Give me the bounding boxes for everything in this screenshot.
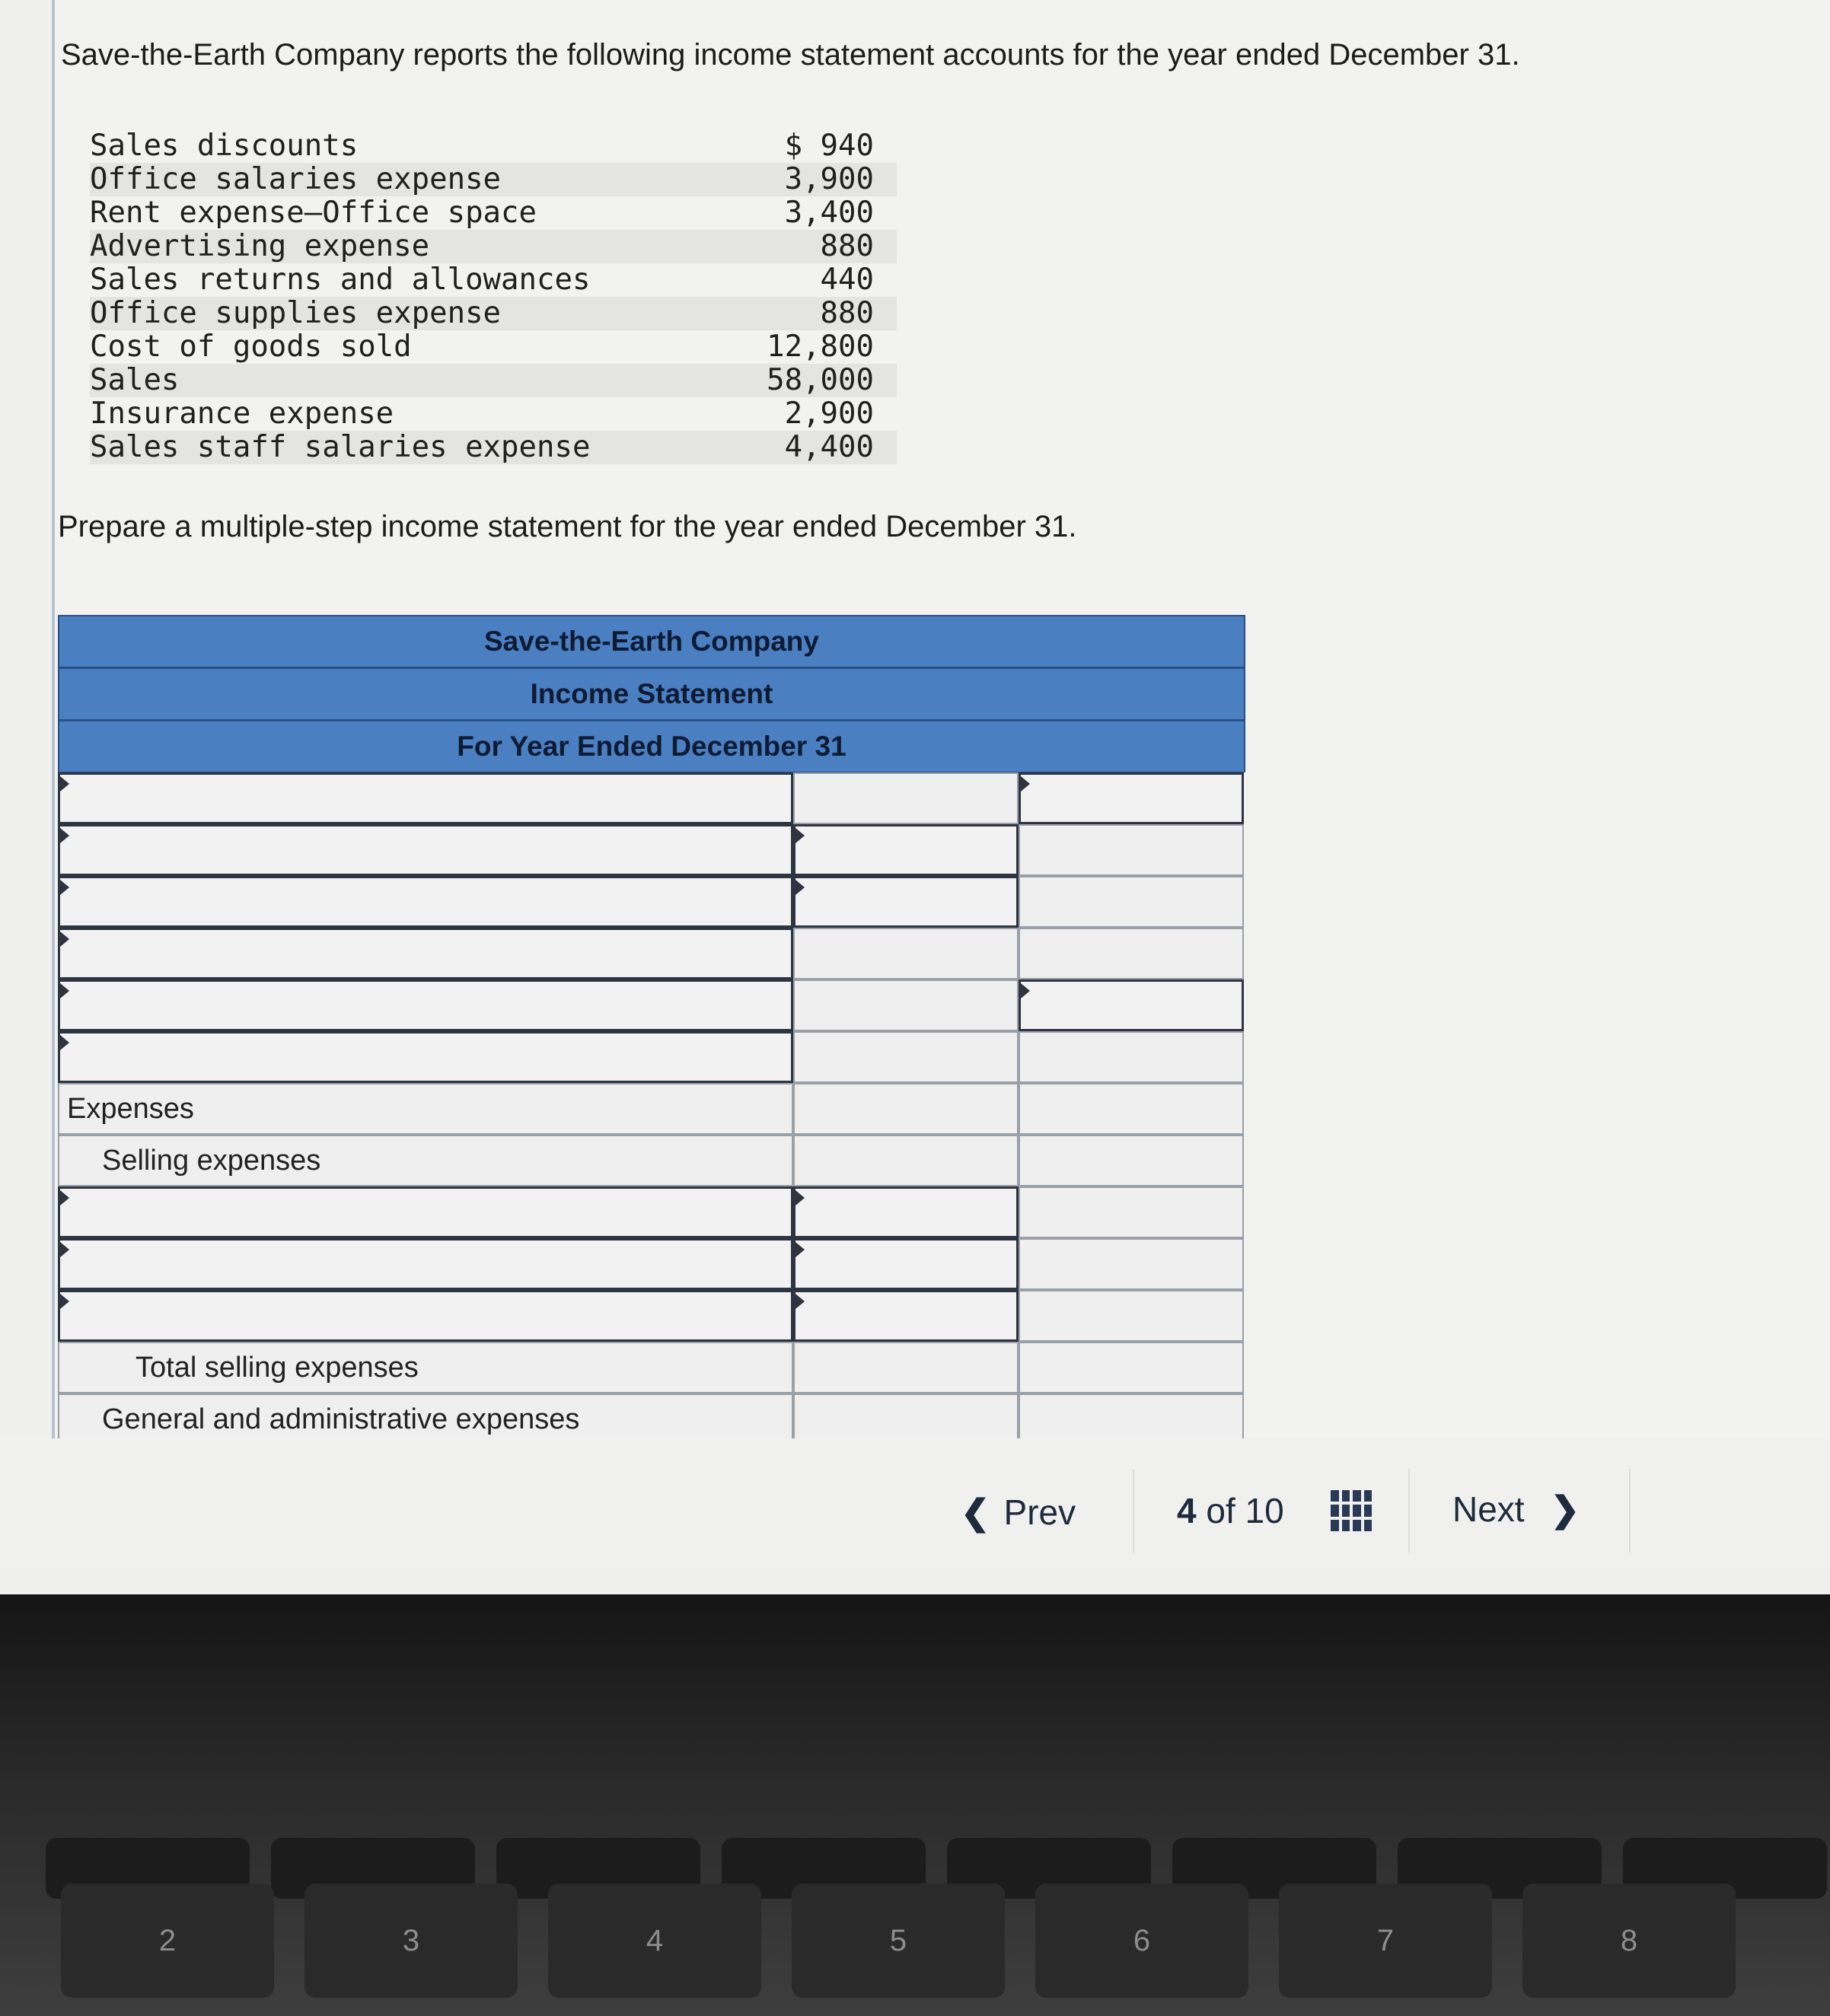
amount-cell [1019,1186,1244,1238]
table-row [58,1290,1245,1342]
table-row [58,876,1245,928]
account-value: 3,400 [784,196,874,230]
table-row [58,772,1245,824]
account-dropdown[interactable] [58,1031,793,1083]
amount-cell [793,1031,1019,1083]
account-value: 2,900 [784,397,874,431]
amount-input[interactable] [793,876,1019,928]
table-row [58,928,1245,979]
table-row [58,1342,1245,1393]
amount-cell [1019,1083,1244,1135]
number-key: 8 [1522,1884,1736,1998]
statement-company-header: Save-the-Earth Company [58,615,1245,667]
accounts-table [90,129,897,464]
question-total: of 10 [1206,1491,1284,1530]
selling-expenses-label: Selling expenses [58,1135,793,1186]
question-grid-icon[interactable] [1331,1490,1372,1531]
current-question-number: 4 [1177,1491,1197,1530]
next-label: Next [1452,1489,1525,1529]
account-name: Sales [90,363,180,397]
amount-input[interactable] [793,1238,1019,1290]
number-key: 2 [61,1884,274,1998]
number-key: 5 [792,1884,1005,1998]
amount-cell [793,1083,1019,1135]
amount-cell [1019,1031,1244,1083]
account-row [90,196,897,230]
amount-cell [1019,824,1244,876]
chevron-left-icon: ❮ [961,1492,990,1532]
number-key-row [61,1884,1736,1998]
nav-divider [1408,1469,1410,1553]
account-dropdown[interactable] [58,1186,793,1238]
account-name: Rent expense—Office space [90,196,537,230]
account-name: Sales returns and allowances [90,263,591,297]
account-value: $ 940 [784,129,874,163]
amount-cell [1019,1393,1244,1445]
amount-cell [1019,1342,1244,1393]
account-dropdown[interactable] [58,979,793,1031]
amount-cell [1019,876,1244,928]
account-dropdown[interactable] [58,824,793,876]
account-name: Insurance expense [90,397,394,431]
amount-input[interactable] [793,1290,1019,1342]
total-selling-expenses-label: Total selling expenses [58,1342,793,1393]
number-key: 4 [548,1884,761,1998]
account-value: 880 [820,229,874,263]
account-row [90,431,897,464]
question-counter [1177,1490,1284,1531]
amount-cell [1019,1290,1244,1342]
amount-cell [793,1135,1019,1186]
amount-cell [793,928,1019,979]
amount-input[interactable] [793,824,1019,876]
account-row [90,263,897,297]
account-row [90,364,897,397]
account-name: Office supplies expense [90,296,502,330]
amount-input[interactable] [1019,772,1244,824]
question-prompt: Prepare a multiple-step income statement for the year ended December 31. [58,510,1077,543]
account-value: 440 [820,263,874,297]
nav-divider [1629,1469,1631,1553]
account-row [90,230,897,263]
amount-cell [1019,928,1244,979]
account-value: 58,000 [767,363,874,397]
account-dropdown[interactable] [58,876,793,928]
account-dropdown[interactable] [58,1238,793,1290]
account-value: 4,400 [784,430,874,464]
account-row [90,397,897,431]
account-value: 12,800 [767,330,874,364]
amount-input[interactable] [1019,979,1244,1031]
amount-cell [1019,1238,1244,1290]
table-row [58,1135,1245,1186]
account-value: 880 [820,296,874,330]
statement-period-header: For Year Ended December 31 [58,720,1245,772]
account-name: Cost of goods sold [90,330,412,364]
table-row [58,1083,1245,1135]
account-name: Office salaries expense [90,162,502,196]
account-row [90,297,897,330]
account-dropdown[interactable] [58,928,793,979]
table-row [58,824,1245,876]
amount-cell [793,1342,1019,1393]
account-dropdown[interactable] [58,1290,793,1342]
general-admin-expenses-label: General and administrative expenses [58,1393,793,1445]
next-button[interactable] [1452,1489,1580,1530]
table-row [58,1186,1245,1238]
statement-title-header: Income Statement [58,667,1245,720]
table-row [58,1238,1245,1290]
account-name: Advertising expense [90,229,430,263]
nav-divider [1133,1469,1134,1553]
chevron-right-icon: ❯ [1550,1489,1580,1529]
amount-cell [1019,1135,1244,1186]
account-name: Sales discounts [90,129,359,163]
account-row [90,330,897,364]
prev-label: Prev [1003,1492,1076,1532]
expenses-label: Expenses [58,1083,793,1135]
amount-cell [793,1393,1019,1445]
income-statement-worksheet [58,615,1245,1446]
table-row [58,1393,1245,1445]
amount-cell [793,772,1019,824]
laptop-keyboard-area [0,1594,1830,2016]
amount-input[interactable] [793,1186,1019,1238]
account-dropdown[interactable] [58,772,793,824]
table-row [58,1031,1245,1083]
number-key: 6 [1035,1884,1248,1998]
number-key: 3 [304,1884,518,1998]
prev-button[interactable] [961,1492,1076,1533]
account-row [90,129,897,163]
account-name: Sales staff salaries expense [90,430,591,464]
amount-cell [793,979,1019,1031]
question-intro: Save-the-Earth Company reports the following income statement accounts for the year ended December 31. [61,38,1520,72]
number-key: 7 [1279,1884,1492,1998]
account-value: 3,900 [784,162,874,196]
account-row [90,163,897,196]
table-row [58,979,1245,1031]
